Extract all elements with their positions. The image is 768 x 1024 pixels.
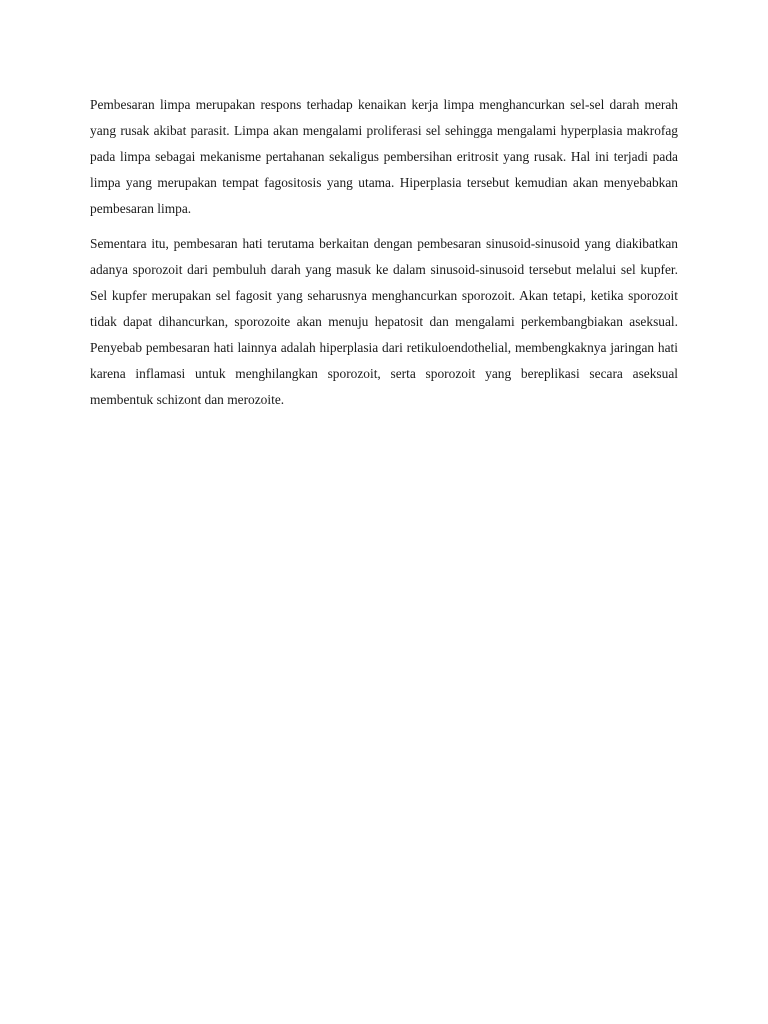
document-body <box>90 92 678 422</box>
paragraph-spleen: Pembesaran limpa merupakan respons terhadap kenaikan kerja limpa menghancurkan sel-sel darah merah yang rusak akibat parasit. Limpa akan mengalami proliferasi sel sehingga mengalami hyperplasia makrofag pada limpa sebagai mekanisme pertahanan sekaligus pembersihan eritrosit yang rusak. Hal ini terjadi pada limpa yang merupakan tempat fagositosis yang utama. Hiperplasia tersebut kemudian akan menyebabkan pembesaran limpa. <box>90 97 678 216</box>
paragraph-liver: Sementara itu, pembesaran hati terutama berkaitan dengan pembesaran sinusoid-sinusoid yang diakibatkan adanya sporozoit dari pembuluh darah yang masuk ke dalam sinusoid-sinusoid tersebut melalui sel kupfer. Sel kupfer merupakan sel fagosit yang seharusnya menghancurkan sporozoit. Akan tetapi, ketika sporozoit tidak dapat dihancurkan, sporozoite akan menuju hepatosit dan mengalami perkembangbiakan aseksual. Penyebab pembesaran hati lainnya adalah hiperplasia dari retikuloendothelial, membengkaknya jaringan hati karena inflamasi untuk menghilangkan sporozoit, serta sporozoit yang bereplikasi secara aseksual membentuk schizont dan merozoite. <box>90 236 678 407</box>
